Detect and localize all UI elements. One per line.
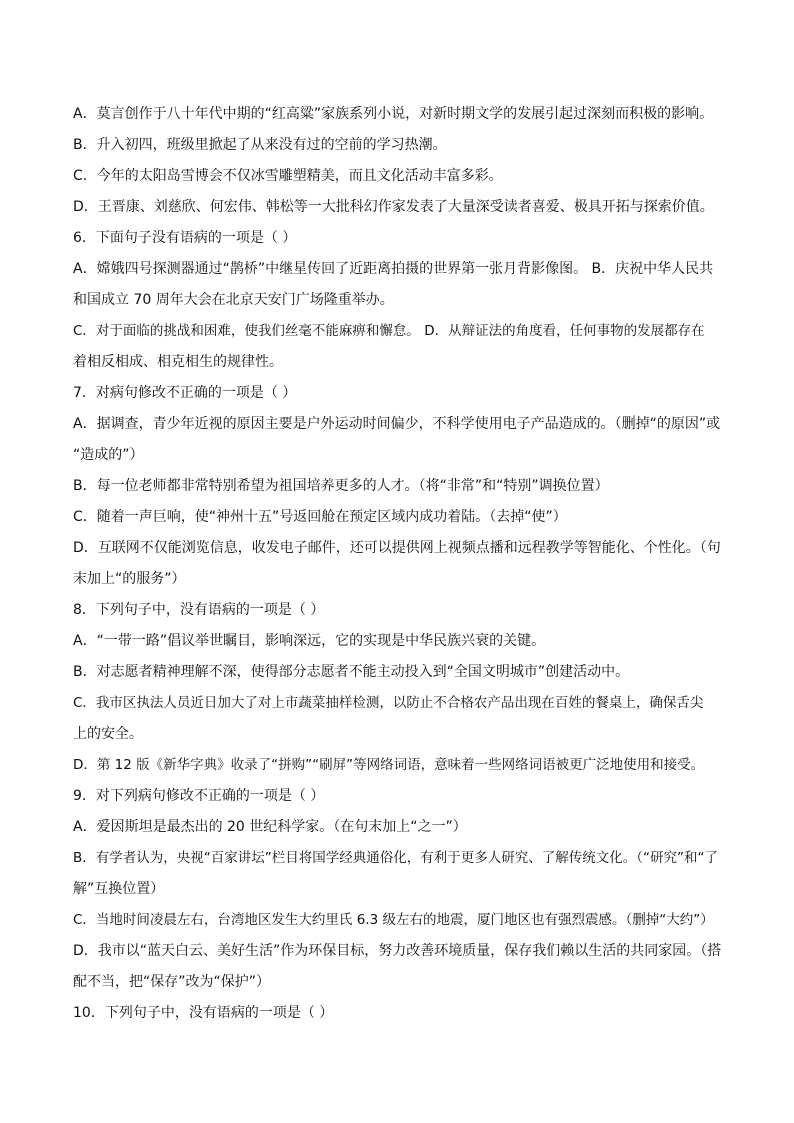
question-7-stem: 7．对病句修改不正确的一项是（ ）: [73, 385, 297, 401]
question-9-stem: 9．对下列病句修改不正确的一项是（ ）: [73, 788, 325, 804]
option-line: A．据调查，青少年近视的原因主要是户外运动时间偏少，不科学使用电子产品造成的。（删掉“的原因”或: [73, 416, 721, 432]
option-line: C．当地时间凌晨左右，台湾地区发生大约里氏 6.3 级左右的地震，厦门地区也有强烈震感。（删掉“大约”）: [73, 912, 714, 928]
question-10-stem: 10．下列句子中，没有语病的一项是（ ）: [73, 1005, 334, 1021]
option-line: C．对于面临的挑战和困难，使我们丝毫不能麻痹和懈怠。 D．从辩证法的角度看，任何事物的发展都存在: [73, 323, 705, 339]
option-line: B．每一位老师都非常特别希望为祖国培养更多的人才。（将“非常”和“特别”调换位置）: [73, 478, 609, 494]
option-line: C．随着一声巨响，使“神州十五”号返回舱在预定区域内成功着陆。（去掉“使”）: [73, 509, 567, 525]
question-8-stem: 8．下列句子中，没有语病的一项是（ ）: [73, 602, 325, 618]
option-line: A．爱因斯坦是最杰出的 20 世纪科学家。（在句末加上“之一”）: [73, 819, 467, 835]
document-page: [73, 99, 725, 1029]
option-line-continued: “造成的”）: [73, 447, 144, 463]
option-line-continued: 和国成立 70 周年大会在北京天安门广场隆重举办。: [73, 292, 394, 308]
option-line-continued: 配不当，把“保存”改为“保护”）: [73, 974, 271, 990]
option-line: D．我市以“蓝天白云、美好生活”作为环保目标，努力改善环境质量，保存我们赖以生活的共同家园。（搭: [73, 943, 722, 959]
option-line: C．今年的太阳岛雪博会不仅冰雪雕塑精美，而且文化活动丰富多彩。: [73, 168, 503, 184]
option-line: A．莫言创作于八十年代中期的“红高粱”家族系列小说，对新时期文学的发展引起过深刻而积极的影响。: [73, 106, 714, 122]
option-line: A．嫦娥四号探测器通过“鹊桥”中继星传回了近距离拍摄的世界第一张月背影像图。 B．庆祝中华人民共: [73, 261, 714, 277]
option-line: B．有学者认为，央视“百家讲坛”栏目将国学经典通俗化，有利于更多人研究、了解传统文化。（“研究”和“了: [73, 850, 718, 866]
option-line-continued: 解”互换位置）: [73, 881, 165, 897]
option-line: B．升入初四，班级里掀起了从来没有过的空前的学习热潮。: [73, 137, 447, 153]
question-6-stem: 6．下面句子没有语病的一项是（ ）: [73, 230, 297, 246]
option-line: D．第 12 版《新华字典》收录了“拼购”“刷屏”等网络词语，意味着一些网络词语被更广泛地使用和接受。: [73, 757, 705, 773]
option-line: C．我市区执法人员近日加大了对上市蔬菜抽样检测，以防止不合格农产品出现在百姓的餐桌上，确保舌尖: [73, 695, 704, 711]
option-line: A．“一带一路”倡议举世瞩目，影响深远，它的实现是中华民族兴衰的关键。: [73, 633, 546, 649]
option-line: D．王晋康、刘慈欣、何宏伟、韩松等一大批科幻作家发表了大量深受读者喜爱、极具开拓与探索价值。: [73, 199, 714, 215]
option-line: B．对志愿者精神理解不深，使得部分志愿者不能主动投入到“全国文明城市”创建活动中。: [73, 664, 630, 680]
option-line: D．互联网不仅能浏览信息，收发电子邮件，还可以提供网上视频点播和远程教学等智能化、个性化。（句: [73, 540, 721, 556]
option-line-continued: 末加上“的服务”）: [73, 571, 186, 587]
option-line-continued: 上的安全。: [73, 726, 143, 742]
option-line-continued: 着相反相成、相克相生的规律性。: [73, 354, 283, 370]
